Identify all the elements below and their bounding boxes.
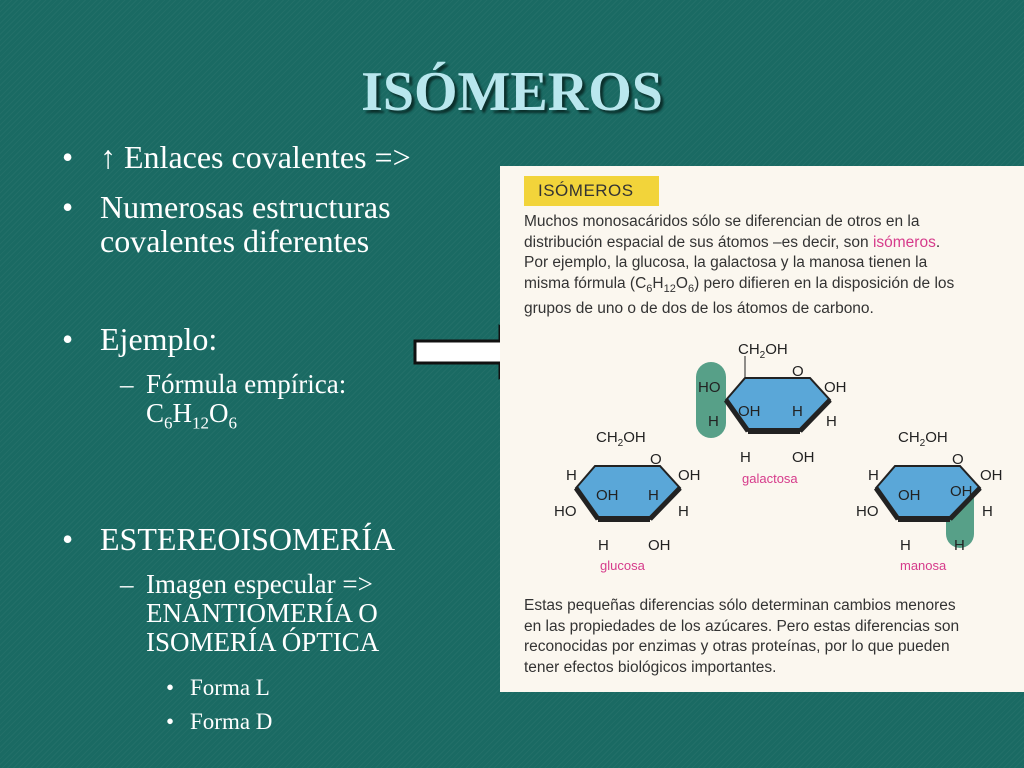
- sub-bullet-line2: ENANTIOMERÍA O: [146, 598, 378, 628]
- atom-ch2: CH: [738, 341, 760, 358]
- bullet-enlaces: [62, 139, 411, 175]
- atom-h: H: [566, 467, 577, 484]
- outro-line: en las propiedades de los azúcares. Pero estas diferencias son: [524, 617, 960, 635]
- bullet-marker: •: [62, 139, 74, 175]
- bullet-marker: •: [62, 321, 74, 357]
- sub-bullet-imagen: [120, 569, 380, 657]
- bullet-text-line1: Numerosas estructuras: [100, 189, 391, 225]
- svg-text:CH2OH: [898, 429, 948, 449]
- dash-marker: –: [120, 569, 134, 599]
- formula-c: C: [146, 398, 165, 428]
- formula-h-sub: 12: [192, 413, 210, 433]
- figure-tag: [524, 176, 659, 206]
- label-glucosa: glucosa: [600, 558, 645, 573]
- sub-bullet-formula: [120, 369, 347, 437]
- intro-span: O: [675, 274, 688, 292]
- bullet-marker: •: [62, 521, 74, 557]
- atom-oh: OH: [925, 429, 948, 446]
- atom-sub: 2: [617, 438, 624, 449]
- atom-oh: OH: [623, 429, 646, 446]
- intro-line: Muchos monosacáridos sólo se diferencian de otros en la: [524, 213, 920, 230]
- intro-sub: 12: [663, 282, 676, 295]
- atom-h: H: [954, 537, 965, 554]
- atom-oh: OH: [980, 467, 1003, 484]
- atom-h: H: [740, 449, 751, 466]
- formula-text: [146, 399, 346, 437]
- figure-intro-text: [524, 212, 1014, 320]
- formula-o: O: [209, 398, 229, 428]
- dash-marker: –: [120, 369, 134, 399]
- intro-span: distribución espacial de sus átomos –es decir, son: [524, 233, 873, 251]
- atom-oh: OH: [648, 537, 671, 554]
- atom-sub: 2: [919, 438, 926, 449]
- atom-oh: OH: [824, 379, 847, 396]
- bullet-marker: •: [62, 189, 74, 225]
- svg-text:CH2OH: [596, 429, 646, 449]
- intro-line: [524, 274, 1014, 300]
- intro-line: grupos de uno o de dos de los átomos de carbono.: [524, 300, 874, 318]
- atom-h: H: [982, 503, 993, 520]
- atom-h: H: [792, 403, 803, 420]
- atom-h: H: [868, 467, 879, 484]
- formula-o-sub: 6: [228, 413, 238, 433]
- atom-oh: OH: [898, 487, 921, 504]
- intro-sub: 6: [646, 282, 653, 295]
- label-manosa: manosa: [900, 558, 947, 573]
- label-galactosa: galactosa: [742, 471, 798, 486]
- figure-tag-label: ISÓMEROS: [538, 181, 634, 200]
- sub-bullet-line1: Imagen especular =>: [146, 569, 373, 599]
- atom-oh: OH: [738, 403, 761, 420]
- atom-o: O: [792, 363, 804, 380]
- intro-span: H: [652, 274, 664, 292]
- outro-line: tener efectos biológicos importantes.: [524, 658, 777, 676]
- bullet-text-line2: covalentes diferentes: [100, 223, 370, 259]
- isomeros-highlight: isómeros: [872, 233, 936, 251]
- galactosa-molecule: [696, 341, 847, 486]
- bullet-text: ESTEREOISOMERÍA: [100, 521, 396, 557]
- atom-h: H: [826, 413, 837, 430]
- atom-oh: OH: [596, 487, 619, 504]
- outro-line: reconocidas por enzimas y otras proteínas, por lo que pueden: [524, 638, 950, 655]
- intro-line: Por ejemplo, la glucosa, la galactosa y la manosa tienen la: [524, 254, 928, 271]
- atom-h: H: [648, 487, 659, 504]
- formula-h: H: [172, 398, 193, 428]
- glucosa-molecule: [554, 429, 701, 573]
- textbook-figure: [500, 166, 1024, 692]
- sugar-structures: [500, 326, 1024, 596]
- atom-oh: OH: [792, 449, 815, 466]
- atom-ch2: CH: [898, 429, 920, 446]
- sub-bullet-text: Fórmula empírica:: [146, 369, 347, 399]
- bullet-text: Ejemplo:: [100, 321, 218, 357]
- atom-oh: OH: [950, 483, 973, 500]
- sub-bullet-line3: ISOMERÍA ÓPTICA: [146, 627, 380, 657]
- atom-o: O: [952, 451, 964, 468]
- bullet-text: Forma D: [190, 709, 273, 734]
- bullet-text: Forma L: [190, 675, 270, 700]
- bullet-ejemplo: [62, 321, 218, 357]
- bullet-forma-l: [166, 675, 270, 700]
- intro-span: ) pero difieren en la disposición de los: [694, 274, 955, 292]
- intro-span: .: [935, 233, 941, 251]
- bullet-forma-d: [166, 709, 273, 734]
- atom-h: H: [678, 503, 689, 520]
- intro-sub: 6: [687, 282, 695, 295]
- intro-span: misma fórmula (C: [524, 274, 647, 292]
- atom-oh: OH: [678, 467, 701, 484]
- figure-outro-text: [524, 596, 1014, 678]
- bullet-marker: •: [166, 709, 175, 734]
- intro-line: [524, 233, 1014, 254]
- atom-ho: HO: [856, 503, 879, 520]
- bullet-numerosas: [62, 189, 391, 259]
- atom-oh: OH: [765, 341, 788, 358]
- atom-ho: HO: [554, 503, 577, 520]
- atom-sub: 2: [759, 350, 766, 361]
- bullet-marker: •: [166, 675, 175, 700]
- formula-c-sub: 6: [164, 413, 173, 433]
- atom-h: H: [598, 537, 609, 554]
- slide-title: ISÓMEROS: [361, 61, 663, 123]
- atom-ch2: CH: [596, 429, 618, 446]
- outro-line: Estas pequeñas diferencias sólo determinan cambios menores: [524, 597, 956, 614]
- bullet-text: ↑ Enlaces covalentes =>: [100, 139, 411, 175]
- manosa-molecule: [856, 429, 1003, 573]
- atom-h: H: [708, 413, 719, 430]
- atom-o: O: [650, 451, 662, 468]
- atom-ho: HO: [698, 379, 721, 396]
- bullet-estereo: [62, 521, 396, 557]
- atom-h: H: [900, 537, 911, 554]
